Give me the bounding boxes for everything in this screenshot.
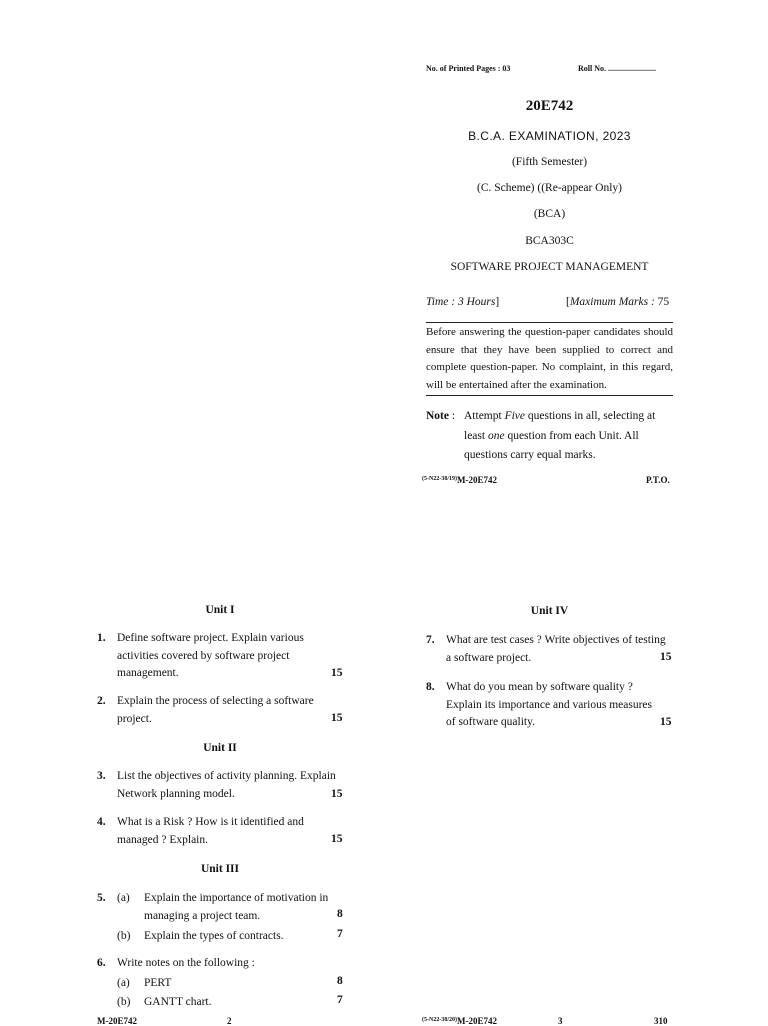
- q8-marks: 15: [660, 716, 672, 728]
- q4-number: 4.: [97, 816, 106, 828]
- question-2: Explain the process of selecting a software project.: [117, 695, 314, 725]
- question-6a: PERT: [144, 977, 172, 989]
- page3-footer-code: (5-N22-38/20): [422, 1017, 457, 1023]
- unit-2-heading: Unit II: [203, 742, 237, 754]
- footer-paper: M-20E742: [457, 475, 497, 485]
- semester: (Fifth Semester): [511, 156, 588, 168]
- q6-number: 6.: [97, 957, 106, 969]
- footer-pto: P.T.O.: [646, 475, 670, 485]
- q5a-marks: 8: [337, 908, 343, 920]
- divider-top: [426, 322, 673, 323]
- unit-1-heading: Unit I: [205, 604, 235, 616]
- question-5b: Explain the types of contracts.: [144, 930, 284, 942]
- note-line-2: least one question from each Unit. All: [464, 429, 639, 442]
- time-allowed: Time : 3 Hours]: [426, 296, 500, 308]
- printed-pages: No. of Printed Pages : 03: [426, 64, 511, 73]
- q4-marks: 15: [331, 833, 343, 845]
- question-3: List the objectives of activity planning. Explain Network planning model.: [117, 770, 336, 800]
- page3-footer-paper: M-20E742: [457, 1016, 497, 1026]
- q6a-marks: 8: [337, 975, 343, 987]
- unit-4-heading: Unit IV: [530, 605, 569, 617]
- q1-marks: 15: [331, 667, 343, 679]
- q7-number: 7.: [426, 634, 435, 646]
- course: (BCA): [533, 208, 566, 220]
- page2-footer-paper: M-20E742: [97, 1016, 137, 1026]
- question-4: What is a Risk ? How is it identified and managed ? Explain.: [117, 816, 304, 846]
- q3-number: 3.: [97, 770, 106, 782]
- scheme: (C. Scheme) ((Re-appear Only): [477, 182, 622, 194]
- instructions: Before answering the question-paper candidates should ensure that they have been supplied to correct and complete question-paper. No complaint, in this regard, will be entertained after the examination.: [426, 326, 673, 391]
- q7-marks: 15: [660, 651, 672, 663]
- page3-footer-count: 310: [654, 1016, 668, 1026]
- page2-footer-number: 2: [227, 1016, 232, 1026]
- q5b-label: (b): [117, 930, 131, 942]
- q5-number: 5.: [97, 892, 106, 904]
- q8-number: 8.: [426, 681, 435, 693]
- divider-bottom: [426, 395, 673, 396]
- subject-title: SOFTWARE PROJECT MANAGEMENT: [450, 261, 649, 273]
- q3-marks: 15: [331, 788, 343, 800]
- footer-code: (5-N22-38/19): [422, 476, 457, 482]
- q1-number: 1.: [97, 632, 106, 644]
- exam-title: B.C.A. EXAMINATION, 2023: [468, 129, 631, 143]
- question-7: What are test cases ? Write objectives of testing a software project.: [446, 634, 666, 664]
- maximum-marks: [Maximum Marks : 75: [566, 296, 670, 308]
- q2-number: 2.: [97, 695, 106, 707]
- page3-footer-number: 3: [558, 1016, 563, 1026]
- question-1: Define software project. Explain various activities covered by software project management.: [117, 632, 304, 679]
- q2-marks: 15: [331, 712, 343, 724]
- q6a-label: (a): [117, 977, 130, 989]
- roll-number: Roll No. ........................: [578, 64, 656, 73]
- question-6b: GANTT chart.: [144, 996, 212, 1008]
- question-5a: Explain the importance of motivation in managing a project team.: [144, 892, 329, 922]
- question-6: Write notes on the following :: [117, 957, 255, 969]
- q5b-marks: 7: [337, 928, 343, 940]
- note: Note : Attempt Five questions in all, selecting at least one question from each Unit. All questions carry equal marks.: [426, 407, 673, 466]
- note-line-3: questions carry equal marks.: [464, 449, 596, 461]
- q6b-marks: 7: [337, 994, 343, 1006]
- unit-3-heading: Unit III: [200, 863, 240, 875]
- paper-code: 20E742: [525, 98, 574, 114]
- q5a-label: (a): [117, 892, 130, 904]
- note-line-1: Attempt Five questions in all, selecting at: [464, 410, 656, 422]
- subject-code: BCA303C: [525, 235, 574, 247]
- question-8: What do you mean by software quality ? Explain its importance and various measures of software quality.: [446, 681, 652, 728]
- q6b-label: (b): [117, 996, 131, 1008]
